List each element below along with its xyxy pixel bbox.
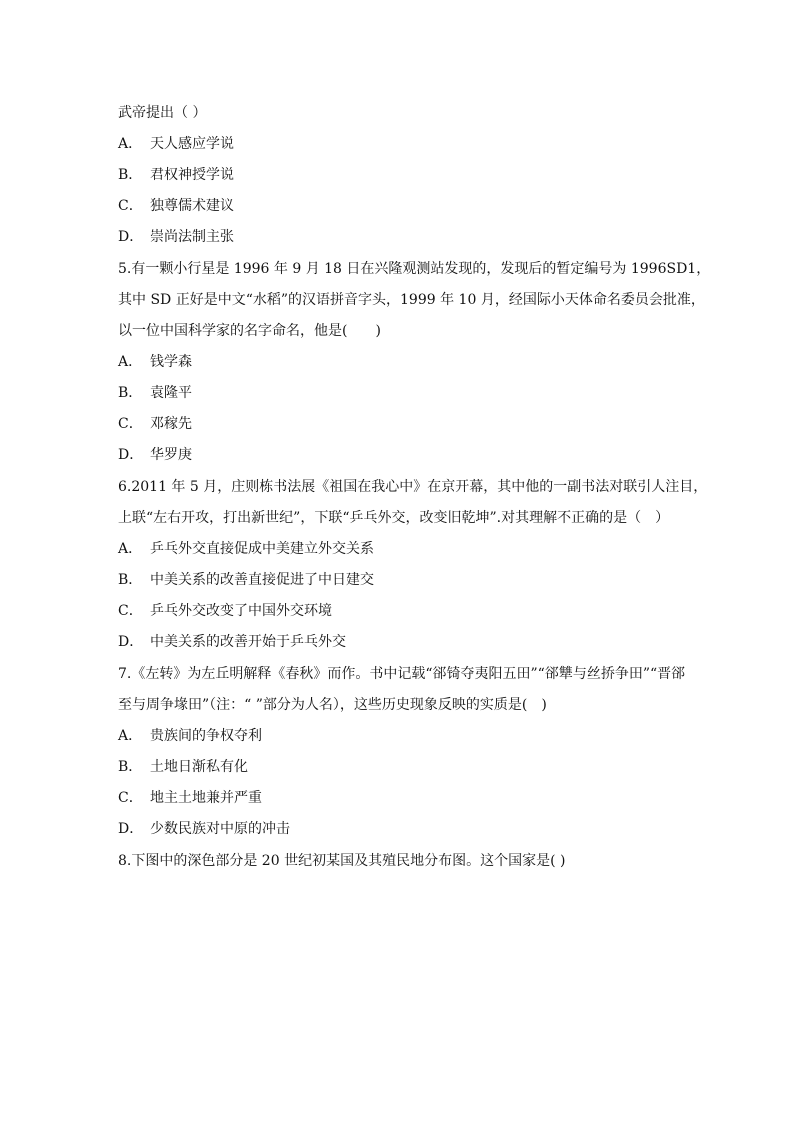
- q5-option-d[interactable]: [118, 445, 192, 465]
- option-letter: A．: [118, 354, 143, 370]
- option-letter: D．: [118, 634, 144, 650]
- q7-stem-line-2: 至与周争堟田”（注：“ ”部分为人名），这些历史现象反映的实质是( ): [118, 697, 547, 713]
- option-letter: B．: [118, 759, 143, 775]
- q7-option-a[interactable]: [118, 726, 262, 746]
- q5-stem-line-1: 5.有一颗小行星是 1996 年 9 月 18 日在兴隆观测站发现的，发现后的暂定编号为 1996SD1，: [118, 261, 711, 277]
- q7-option-c[interactable]: [118, 788, 262, 808]
- q5-option-c[interactable]: [118, 414, 192, 434]
- q5-option-b[interactable]: [118, 383, 192, 403]
- q7-option-b[interactable]: [118, 757, 248, 777]
- q6-option-d[interactable]: [118, 632, 346, 652]
- option-letter: D．: [118, 229, 144, 245]
- q7-stem-line-1: 7.《左转》为左丘明解释《春秋》而作。书中记载“郤锜夺夷阳五田”“郤犨与丝挢争田”“晋郤: [118, 666, 686, 682]
- option-text: 钱学森: [150, 354, 192, 370]
- q5-stem-line-3: 以一位中国科学家的名字命名，他是( ): [118, 323, 381, 339]
- option-letter: D．: [118, 447, 144, 463]
- option-text: 华罗庚: [150, 447, 192, 463]
- option-letter: B．: [118, 167, 143, 183]
- option-text: 中美关系的改善开始于乒乓外交: [150, 634, 346, 650]
- q6-option-a[interactable]: [118, 539, 374, 559]
- option-letter: A．: [118, 136, 143, 152]
- q6-stem-line-2: 上联“左右开攻，打出新世纪”，下联“乒乓外交，改变旧乾坤”.对其理解不正确的是（ ）: [118, 510, 670, 526]
- option-letter: A．: [118, 541, 143, 557]
- q4-option-d[interactable]: [118, 227, 234, 247]
- q4-option-c[interactable]: [118, 196, 234, 216]
- q4-stem-tail: 武帝提出（ ）: [118, 105, 207, 121]
- option-letter: C．: [118, 416, 143, 432]
- option-text: 乒乓外交改变了中国外交环境: [150, 603, 332, 619]
- q5-stem-line-2: 其中 SD 正好是中文“水稻”的汉语拼音字头，1999 年 10 月，经国际小天体命名委员会批准，: [118, 292, 705, 308]
- option-letter: B．: [118, 572, 143, 588]
- q8-stem-line-1: 8.下图中的深色部分是 20 世纪初某国及其殖民地分布图。这个国家是( ): [118, 853, 566, 869]
- option-text: 乒乓外交直接促成中美建立外交关系: [150, 541, 374, 557]
- option-text: 袁隆平: [150, 385, 192, 401]
- q6-stem-line-1: 6.2011 年 5 月，庄则栋书法展《祖国在我心中》在京开幕，其中他的一副书法对联引人注目，: [118, 479, 708, 495]
- option-text: 独尊儒术建议: [150, 198, 234, 214]
- option-text: 天人感应学说: [150, 136, 234, 152]
- option-text: 君权神授学说: [150, 167, 234, 183]
- option-text: 土地日渐私有化: [150, 759, 248, 775]
- option-letter: C．: [118, 790, 143, 806]
- option-text: 地主土地兼并严重: [150, 790, 262, 806]
- q6-option-c[interactable]: [118, 601, 332, 621]
- option-letter: C．: [118, 198, 143, 214]
- option-letter: D．: [118, 821, 144, 837]
- option-letter: C．: [118, 603, 143, 619]
- q4-option-b[interactable]: [118, 165, 234, 185]
- option-letter: B．: [118, 385, 143, 401]
- option-text: 中美关系的改善直接促进了中日建交: [150, 572, 374, 588]
- option-text: 贵族间的争权夺利: [150, 728, 262, 744]
- option-letter: A．: [118, 728, 143, 744]
- q7-option-d[interactable]: [118, 819, 290, 839]
- q5-option-a[interactable]: [118, 352, 192, 372]
- option-text: 邓稼先: [150, 416, 192, 432]
- option-text: 崇尚法制主张: [150, 229, 234, 245]
- q4-option-a[interactable]: [118, 134, 234, 154]
- option-text: 少数民族对中原的冲击: [150, 821, 290, 837]
- q6-option-b[interactable]: [118, 570, 374, 590]
